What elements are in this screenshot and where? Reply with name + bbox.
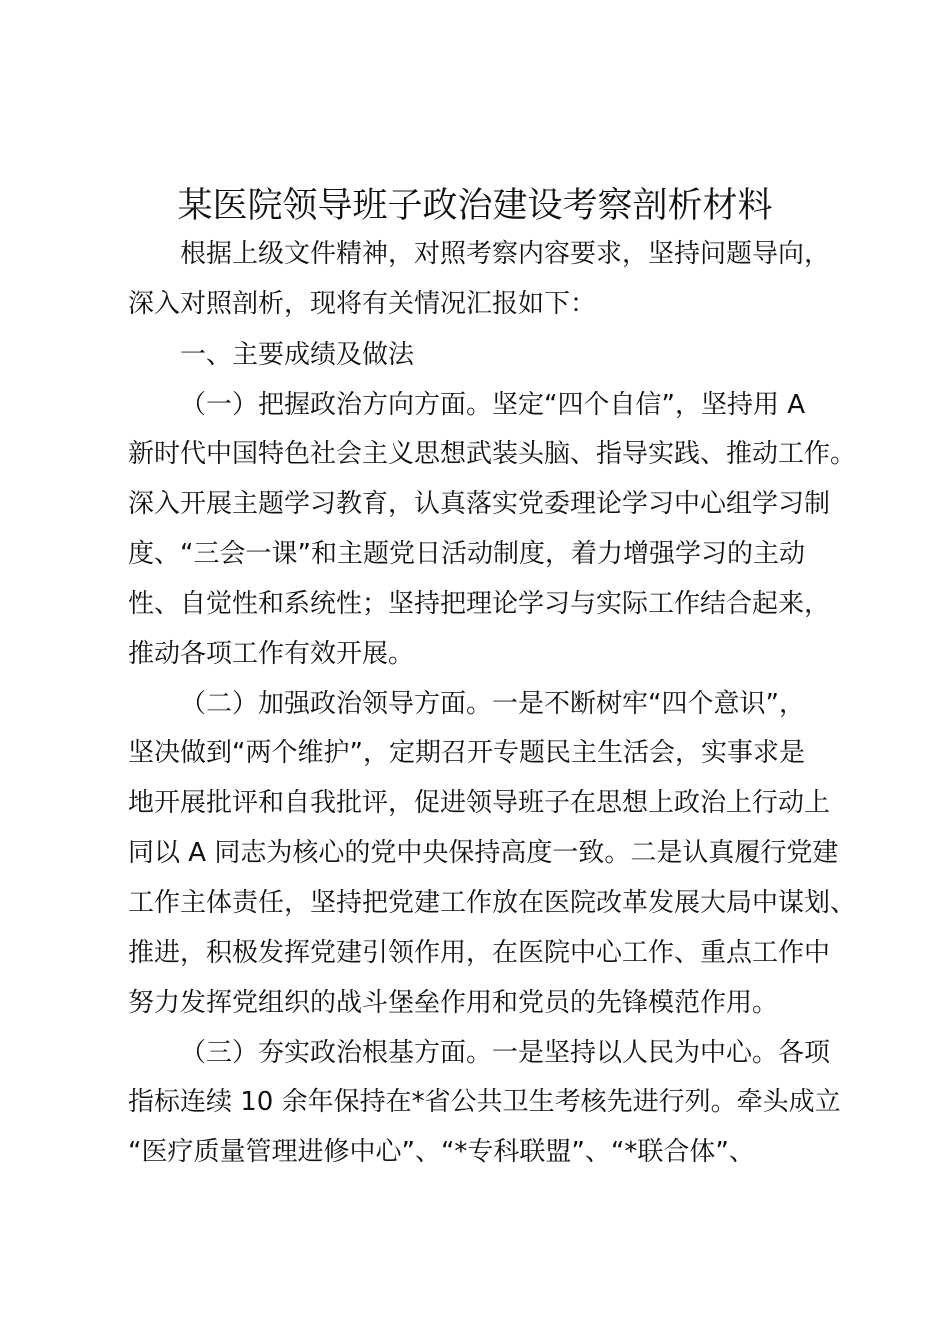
paragraph-line: 深入开展主题学习教育，认真落实党委理论学习中心组学习制 [128, 489, 831, 519]
paragraph-line: 度、“三会一课”和主题党日活动制度，着力增强学习的主动 [128, 539, 805, 569]
document-title: 某医院领导班子政治建设考察剖析材料 [177, 186, 773, 226]
paragraph-line: 推进，积极发挥党建引领作用，在医院中心工作、重点工作中 [128, 938, 831, 968]
paragraph-line: 地开展批评和自我批评，促进领导班子在思想上政治上行动上 [128, 788, 831, 818]
paragraph-line: 努力发挥党组织的战斗堡垒作用和党员的先锋模范作用。 [128, 988, 779, 1018]
paragraph-line: 新时代中国特色社会主义思想武装头脑、指导实践、推动工作。 [128, 439, 857, 469]
paragraph-line: 指标连续 10 余年保持在*省公共卫生考核先进行列。牵头成立 [128, 1087, 841, 1117]
paragraph-line: （一）把握政治方向方面。坚定“四个自信”，坚持用 A [180, 390, 805, 420]
paragraph-line: 深入对照剖析，现将有关情况汇报如下： [128, 289, 597, 319]
paragraph-line: 坚决做到“两个维护”，定期召开专题民主生活会，实事求是 [128, 738, 805, 768]
paragraph-line: 推动各项工作有效开展。 [128, 639, 415, 669]
section-heading: 一、主要成绩及做法 [180, 340, 415, 370]
paragraph-line: （二）加强政治领导方面。一是不断树牢“四个意识”， [180, 689, 805, 719]
paragraph-line: “医疗质量管理进修中心”、“*专科联盟”、“*联合体”、 [128, 1137, 755, 1167]
paragraph-line: 同以 A 同志为核心的党中央保持高度一致。二是认真履行党建 [128, 838, 839, 868]
paragraph-line: 性、自觉性和系统性；坚持把理论学习与实际工作结合起来， [128, 589, 831, 619]
paragraph-line: 根据上级文件精神，对照考察内容要求，坚持问题导向， [180, 239, 831, 269]
paragraph-line: （三）夯实政治根基方面。一是坚持以人民为中心。各项 [180, 1038, 831, 1068]
paragraph-line: 工作主体责任，坚持把党建工作放在医院改革发展大局中谋划、 [128, 888, 857, 918]
